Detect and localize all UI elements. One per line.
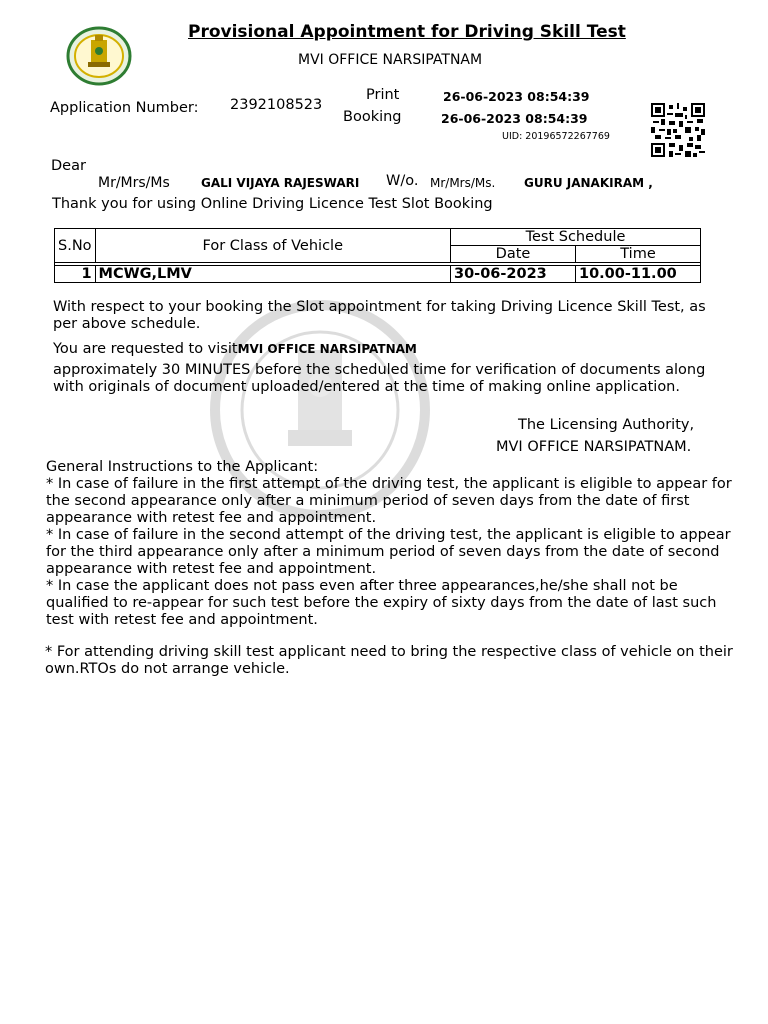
authority-office: MVI OFFICE NARSIPATNAM. [496, 439, 692, 455]
print-datetime: 26-06-2023 08:54:39 [443, 89, 590, 104]
booking-label: Booking [343, 109, 402, 125]
time-header: Time [576, 246, 701, 263]
date-header: Date [451, 246, 576, 263]
approx-paragraph: approximately 30 MINUTES before the scheduled time for verification of documents along with originals of document uploaded/entered at the time of making online application. [53, 362, 706, 395]
class-header: For Class of Vehicle [95, 229, 450, 263]
thanks-text: Thank you for using Online Driving Licence Test Slot Booking [52, 196, 493, 212]
visit-prefix: You are requested to visit [53, 341, 238, 357]
relation-salutation: Mr/Mrs/Ms. [430, 176, 496, 190]
row-sno: 1 [55, 266, 96, 283]
instructions-heading: General Instructions to the Applicant: [46, 459, 319, 475]
print-label: Print [366, 87, 400, 103]
table-row [55, 266, 701, 283]
salutation-text: Mr/Mrs/Ms [98, 175, 170, 191]
dear-text: Dear [51, 158, 86, 174]
office-subtitle: MVI OFFICE NARSIPATNAM [298, 52, 483, 68]
relation-name: GURU JANAKIRAM , [524, 176, 653, 190]
qr-code-icon [651, 103, 705, 157]
schedule-header: Test Schedule [451, 229, 701, 246]
vehicle-note: * For attending driving skill test applicant need to bring the respective class of vehicle on their own.RTOs do not arrange vehicle. [45, 644, 733, 677]
state-emblem-logo-icon [66, 26, 132, 86]
applicant-name: GALI VIJAYA RAJESWARI [201, 176, 360, 190]
instruction-item: * In case of failure in the first attempt of the driving test, the applicant is eligible to appear for the second appearance only after a minimum period of seven days from the date of first appearance with retest fee and appointment. [46, 476, 732, 526]
row-time: 10.00-11.00 [576, 266, 701, 283]
instruction-item: * In case the applicant does not pass even after three appearances,he/she shall not be qualified to re-appear for such test before the expiry of sixty days from the date of last such test with retest fee and appointment. [46, 578, 717, 628]
authority-text: The Licensing Authority, [518, 417, 695, 433]
page-title: Provisional Appointment for Driving Skill Test [188, 22, 626, 42]
row-class: MCWG,LMV [95, 266, 450, 283]
uid-text: UID: 20196572267769 [502, 131, 610, 142]
instructions-section [46, 459, 736, 629]
respect-paragraph: With respect to your booking the Slot appointment for taking Driving Licence Skill Test, as per above schedule. [53, 299, 706, 332]
sno-header: S.No [55, 229, 96, 263]
visit-line [53, 341, 417, 358]
application-number-label: Application Number: [50, 100, 199, 116]
application-number-value: 2392108523 [230, 97, 323, 113]
row-date: 30-06-2023 [451, 266, 576, 283]
instruction-item: * In case of failure in the second attempt of the driving test, the applicant is eligible to appear for the third appearance only after a minimum period of seven days from the date of second appearance with retest fee and appointment. [46, 527, 731, 577]
relation-text: W/o. [386, 173, 419, 189]
booking-datetime: 26-06-2023 08:54:39 [441, 111, 588, 126]
visit-office: MVI OFFICE NARSIPATNAM [237, 342, 417, 356]
schedule-table [54, 228, 701, 283]
